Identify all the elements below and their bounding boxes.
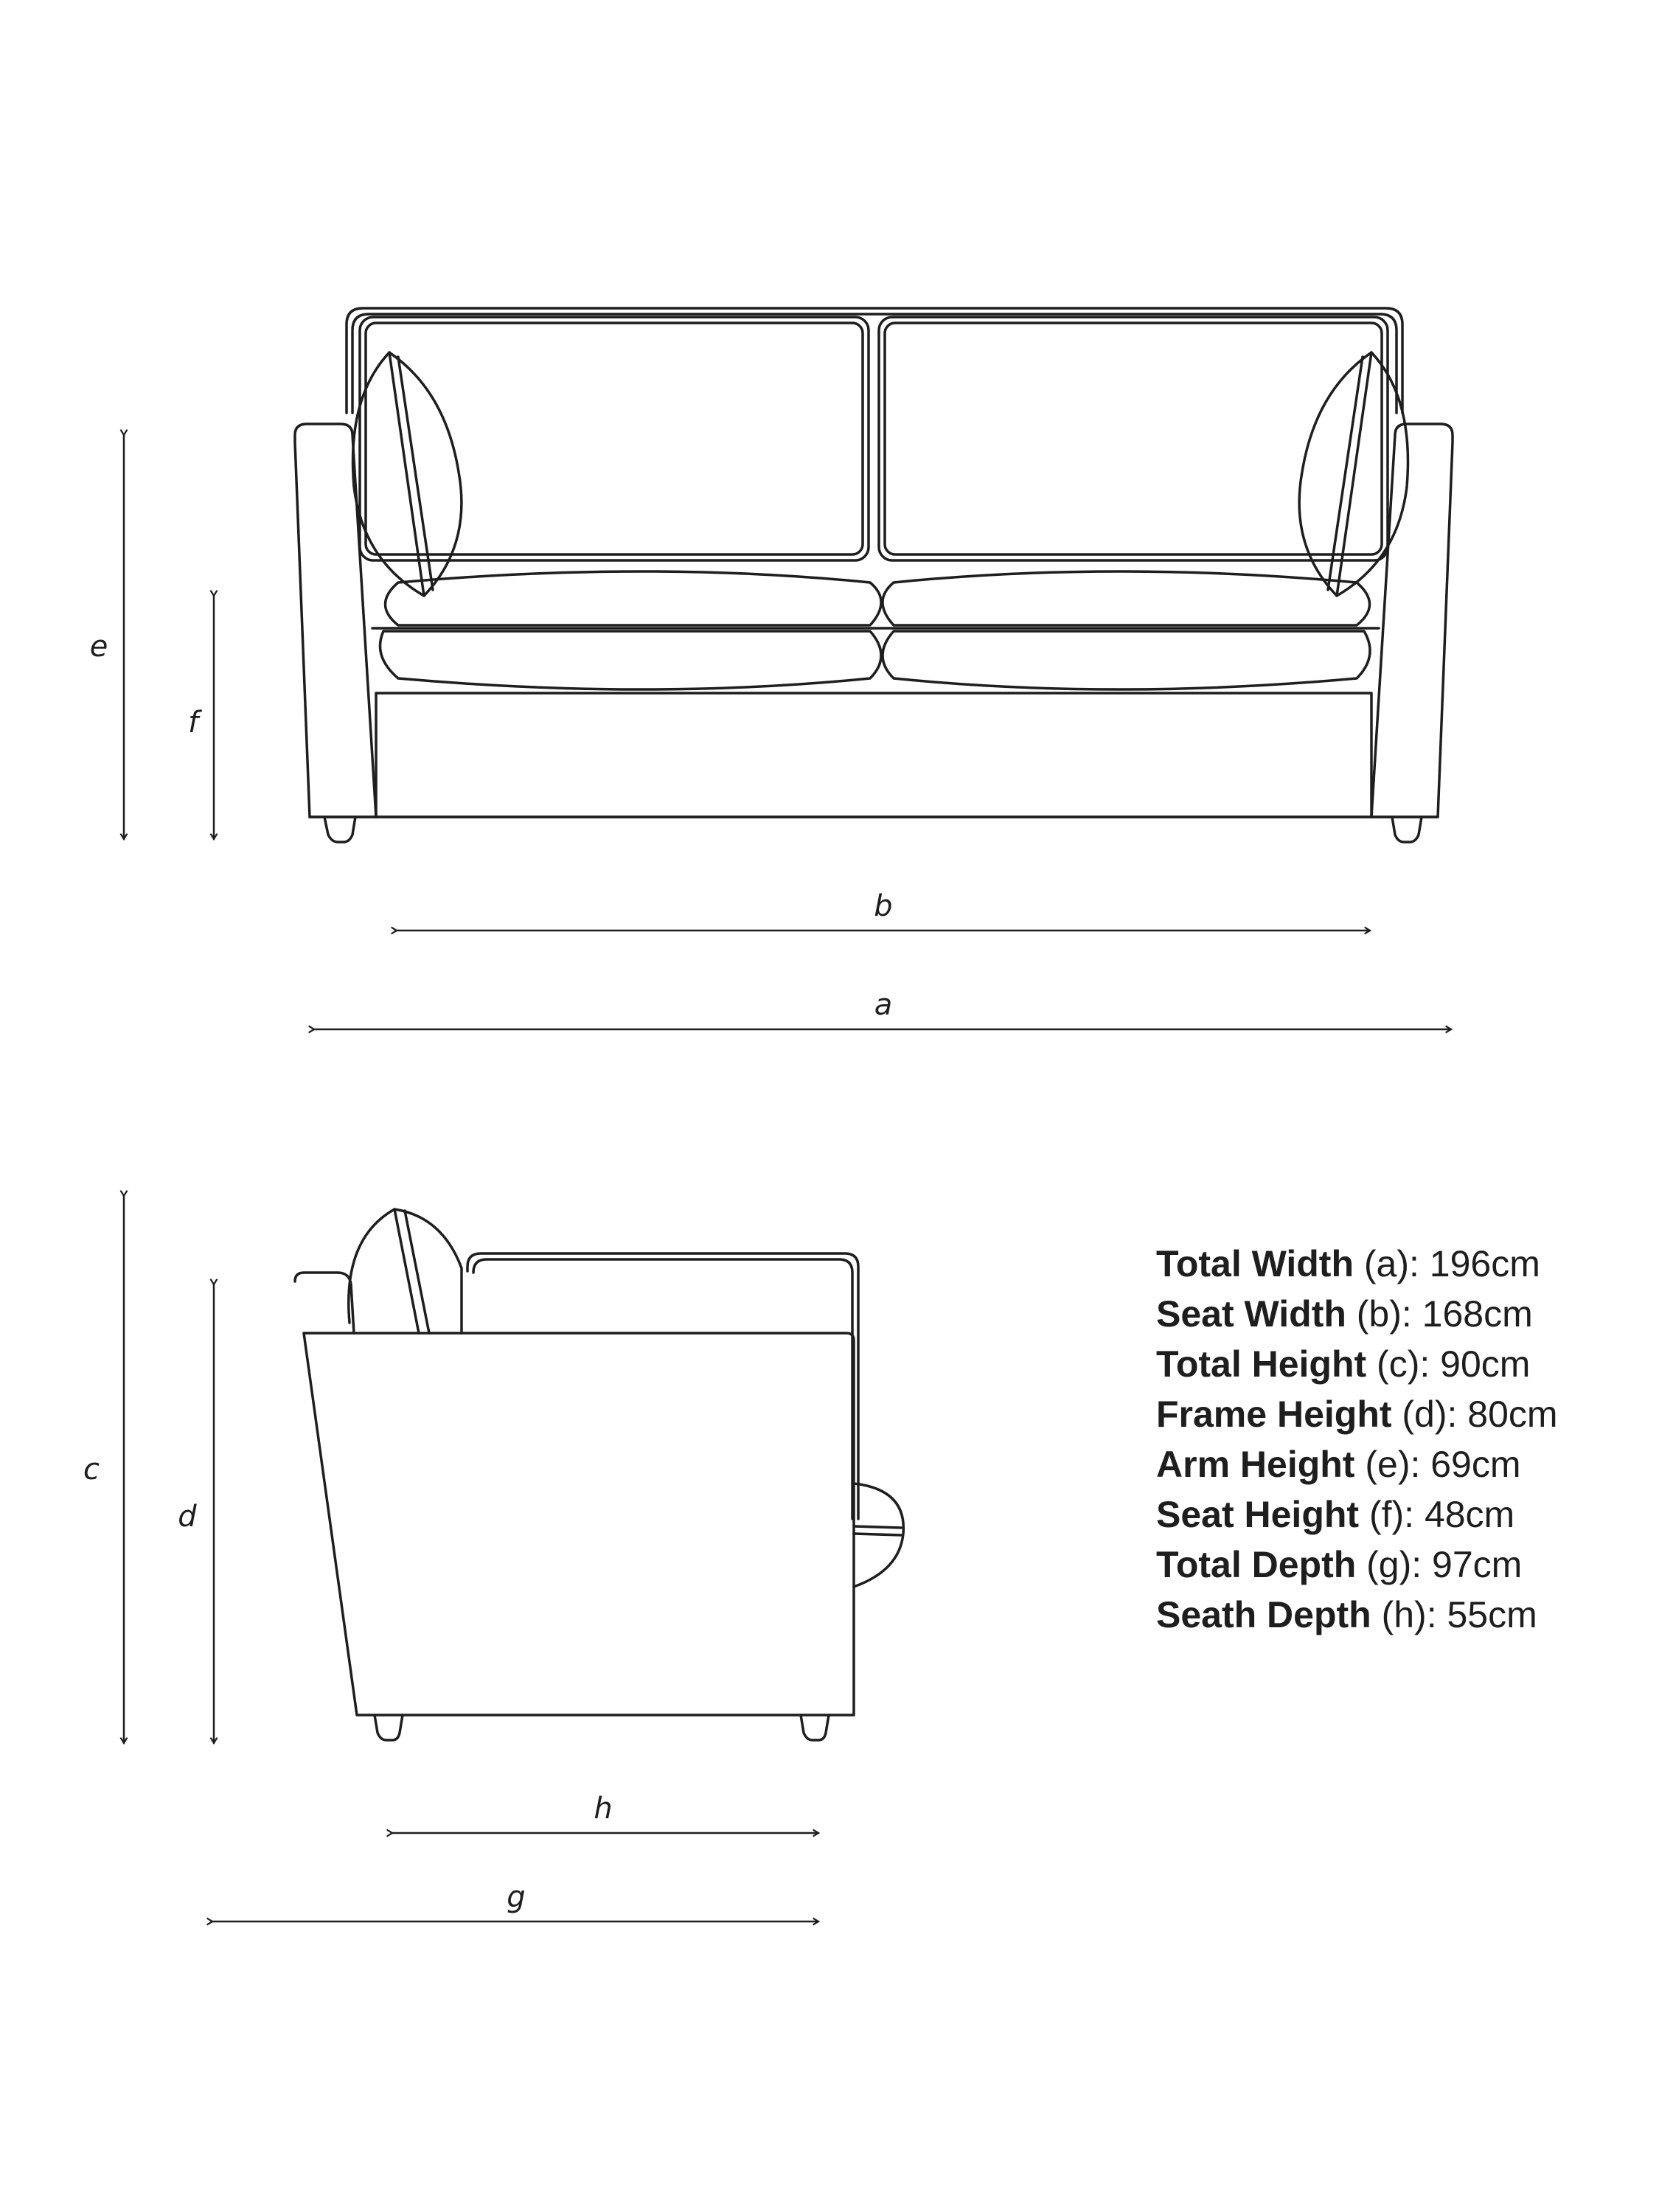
label-d: d xyxy=(178,1500,197,1534)
spec-code: (g) xyxy=(1356,1544,1412,1585)
sofa-front-view xyxy=(295,308,1453,842)
label-a: a xyxy=(874,988,893,1022)
spec-frame-height xyxy=(1156,1389,1558,1439)
spec-value: : 168cm xyxy=(1401,1293,1533,1335)
spec-total-depth xyxy=(1156,1540,1558,1590)
label-f: f xyxy=(187,706,199,740)
spec-value: : 48cm xyxy=(1404,1494,1515,1535)
spec-total-height xyxy=(1156,1339,1558,1389)
spec-code: (b) xyxy=(1346,1293,1402,1335)
spec-name: Arm Height xyxy=(1156,1444,1355,1485)
spec-value: : 97cm xyxy=(1411,1544,1523,1585)
spec-name: Frame Height xyxy=(1156,1394,1392,1435)
spec-name: Total Width xyxy=(1156,1243,1354,1284)
spec-name: Seath Depth xyxy=(1156,1594,1371,1635)
spec-seat-width xyxy=(1156,1289,1558,1339)
label-c: c xyxy=(83,1453,100,1486)
label-e: e xyxy=(89,630,108,664)
spec-name: Seat Height xyxy=(1156,1494,1360,1535)
spec-seat-depth xyxy=(1156,1590,1558,1640)
spec-value: : 80cm xyxy=(1447,1394,1558,1435)
front-dimensions xyxy=(90,435,1451,1029)
spec-code: (a) xyxy=(1354,1243,1409,1284)
label-h: h xyxy=(594,1792,613,1826)
spec-name: Seat Width xyxy=(1156,1293,1346,1335)
spec-code: (c) xyxy=(1366,1343,1420,1385)
sofa-side-view xyxy=(295,1209,903,1740)
spec-name: Total Depth xyxy=(1156,1544,1357,1585)
spec-arm-height xyxy=(1156,1439,1558,1489)
spec-code: (d) xyxy=(1391,1394,1447,1435)
label-b: b xyxy=(874,889,893,923)
spec-seat-height xyxy=(1156,1489,1558,1540)
spec-code: (e) xyxy=(1354,1444,1411,1485)
spec-total-width xyxy=(1156,1239,1558,1289)
spec-code: (h) xyxy=(1371,1594,1427,1635)
label-g: g xyxy=(507,1880,526,1914)
spec-value: : 196cm xyxy=(1409,1243,1540,1284)
spec-value: : 69cm xyxy=(1410,1444,1521,1485)
dimension-spec-list xyxy=(1156,1239,1558,1640)
spec-value: : 90cm xyxy=(1419,1343,1531,1385)
spec-name: Total Height xyxy=(1156,1343,1367,1385)
spec-code: (f) xyxy=(1359,1494,1405,1535)
side-dimensions xyxy=(83,1196,818,1921)
spec-value: : 55cm xyxy=(1426,1594,1537,1635)
